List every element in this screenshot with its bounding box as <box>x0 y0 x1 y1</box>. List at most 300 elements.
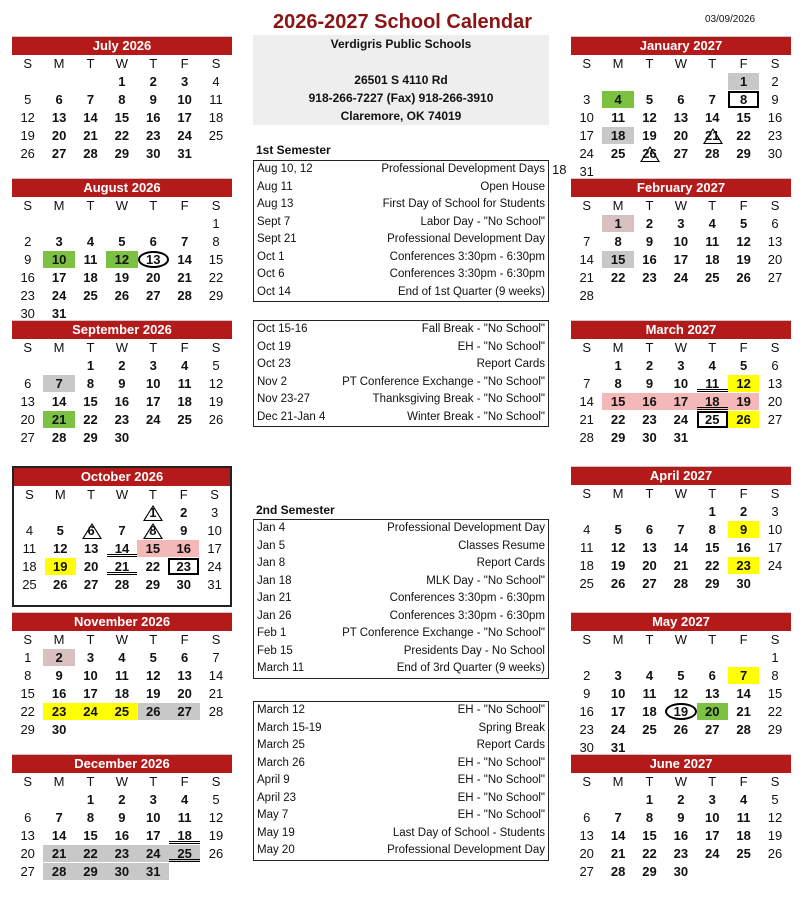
day-cell: 12 <box>106 251 137 268</box>
day-cell: 15 <box>642 827 657 843</box>
weekday-label: T <box>708 774 717 789</box>
weekday-label: F <box>739 486 748 501</box>
day-cell: 13 <box>51 109 67 125</box>
week-row <box>14 557 230 575</box>
day-cell: 11 <box>642 685 657 701</box>
event-description: PT Conference Exchange - "No School" <box>342 627 545 639</box>
day-cell: 22 <box>75 845 106 862</box>
week-row <box>12 666 232 684</box>
day-cell: 14 <box>736 685 751 701</box>
day-cell <box>665 739 696 756</box>
event-row <box>254 842 548 860</box>
day-cell: 14 <box>208 667 224 683</box>
day-cell: 9 <box>118 809 126 825</box>
day-cell: 21 <box>208 685 224 701</box>
week-row <box>571 684 791 702</box>
day-cell: 29 <box>767 721 783 737</box>
day-cell: 27 <box>169 703 200 720</box>
day-cell: 7 <box>708 91 716 107</box>
page-title: 2026-2027 School Calendar <box>272 11 532 33</box>
day-cell <box>138 429 169 446</box>
day-cell: 19 <box>45 558 76 575</box>
day-cell <box>634 739 665 756</box>
event-row <box>254 196 548 214</box>
day-cell: 24 <box>673 411 689 427</box>
day-cell <box>169 863 200 880</box>
day-cell <box>43 215 74 232</box>
week-row <box>12 790 232 808</box>
event-date: May 20 <box>257 844 295 856</box>
day-cell: 7 <box>43 375 74 392</box>
day-cell: 8 <box>137 522 168 539</box>
event-date: Dec 21-Jan 4 <box>257 410 326 423</box>
event-description: Labor Day - "No School" <box>420 215 545 228</box>
day-cell: 9 <box>728 521 759 538</box>
month-header: March 2027 <box>571 321 791 339</box>
month-calendar <box>12 466 232 607</box>
day-cell: 8 <box>645 809 654 825</box>
weekday-label: F <box>739 56 748 71</box>
weekday-label: S <box>210 487 219 502</box>
weekday-label: T <box>149 632 158 647</box>
day-cell: 1 <box>708 503 716 519</box>
day-cell: 22 <box>20 703 35 719</box>
event-description: Spring Break <box>478 721 545 734</box>
day-cell: 26 <box>208 845 224 861</box>
event-date: March 11 <box>257 662 305 674</box>
weekday-label: M <box>612 56 624 71</box>
event-date: March 25 <box>257 739 305 751</box>
event-description: Report Cards <box>476 739 545 751</box>
day-cell: 17 <box>665 393 696 410</box>
week-row <box>571 502 791 520</box>
day-cell: 2 <box>771 73 779 89</box>
day-cell: 9 <box>771 91 779 107</box>
weekday-label: F <box>739 774 748 789</box>
semester-1-heading: 1st Semester <box>256 143 331 157</box>
day-cell: 2 <box>118 791 126 807</box>
day-cell: 15 <box>767 685 783 701</box>
weekday-label: T <box>645 340 654 355</box>
day-cell: 11 <box>697 375 728 392</box>
day-cell: 31 <box>207 576 222 592</box>
day-cell: 13 <box>642 539 657 555</box>
event-row <box>254 179 548 197</box>
day-cell: 21 <box>107 558 138 575</box>
day-cell: 21 <box>177 269 192 285</box>
day-cell: 8 <box>614 233 622 249</box>
weekday-label: S <box>770 198 780 213</box>
weekday-label: F <box>179 487 188 502</box>
day-cell: 4 <box>181 791 189 807</box>
day-cell: 16 <box>736 539 751 555</box>
day-cell: 7 <box>728 667 759 684</box>
event-row <box>254 825 548 843</box>
event-date: Aug 11 <box>257 180 293 193</box>
day-cell <box>665 73 696 90</box>
month-calendar <box>571 320 791 461</box>
day-cell: 14 <box>705 109 720 125</box>
weekday-label: W <box>674 56 687 71</box>
day-cell: 7 <box>55 809 63 825</box>
weekday-label: T <box>86 774 95 789</box>
day-cell: 9 <box>180 522 188 538</box>
day-cell: 6 <box>771 215 779 231</box>
weekday-label: T <box>708 486 717 501</box>
day-cell <box>75 305 106 322</box>
week-row <box>571 72 791 90</box>
day-cell: 3 <box>181 73 189 89</box>
day-cell: 6 <box>24 809 32 825</box>
weekday-label: T <box>645 56 654 71</box>
day-cell: 24 <box>207 558 222 574</box>
day-cell <box>12 791 43 808</box>
day-cell: 23 <box>579 721 594 737</box>
day-cell: 23 <box>106 845 137 862</box>
day-cell: 10 <box>207 522 222 538</box>
weekday-label: F <box>180 632 189 647</box>
weekday-header <box>12 773 232 790</box>
day-cell: 29 <box>610 429 626 445</box>
weekday-label: S <box>211 340 221 355</box>
month-header: July 2026 <box>12 37 232 55</box>
event-row <box>254 573 548 591</box>
weekday-header <box>571 339 791 356</box>
event-description: Conferences 3:30pm - 6:30pm <box>389 250 545 263</box>
day-cell: 11 <box>22 540 37 556</box>
day-cell <box>571 649 602 666</box>
day-cell <box>571 73 602 90</box>
day-cell: 22 <box>767 703 783 719</box>
day-cell: 20 <box>20 845 35 861</box>
day-cell: 8 <box>614 375 622 391</box>
day-cell: 22 <box>736 127 751 143</box>
day-cell: 1 <box>771 649 779 665</box>
day-cell: 23 <box>43 703 74 720</box>
day-cell: 27 <box>20 863 35 879</box>
day-cell: 1 <box>212 215 220 231</box>
weekday-label: W <box>674 774 687 789</box>
week-row <box>571 392 791 410</box>
day-cell: 9 <box>677 809 685 825</box>
weekday-label: S <box>211 198 221 213</box>
day-cell: 21 <box>697 127 728 144</box>
day-cell: 4 <box>740 791 748 807</box>
day-cell: 25 <box>83 287 98 303</box>
day-cell: 18 <box>22 558 37 574</box>
day-cell <box>634 287 665 304</box>
day-cell: 23 <box>728 557 759 574</box>
day-cell: 26 <box>53 576 68 592</box>
day-cell: 19 <box>665 703 696 720</box>
day-cell: 13 <box>83 540 99 556</box>
day-cell: 22 <box>642 845 657 861</box>
day-cell: 19 <box>208 393 224 409</box>
day-cell: 31 <box>673 429 689 445</box>
day-cell <box>106 305 137 322</box>
event-description: Conferences 3:30pm - 6:30pm <box>389 268 545 280</box>
day-cell: 28 <box>579 429 594 445</box>
day-cell <box>200 721 231 738</box>
day-cell: 13 <box>767 233 783 249</box>
week-row <box>571 844 791 862</box>
event-row <box>254 702 548 720</box>
day-cell: 7 <box>583 375 591 391</box>
day-cell: 7 <box>181 233 189 249</box>
event-row <box>254 625 548 643</box>
day-cell: 6 <box>645 521 654 537</box>
event-date: Nov 2 <box>257 375 288 388</box>
day-cell: 5 <box>740 357 748 373</box>
day-cell <box>602 503 633 520</box>
day-cell: 26 <box>20 145 35 161</box>
day-cell: 18 <box>697 393 728 410</box>
event-description: End of 1st Quarter (9 weeks) <box>397 285 545 298</box>
day-cell: 13 <box>20 827 35 843</box>
weekday-label: M <box>612 198 624 213</box>
day-cell: 20 <box>146 269 161 285</box>
week-row <box>12 268 232 286</box>
month-header: September 2026 <box>12 321 232 339</box>
day-cell: 16 <box>579 703 594 719</box>
day-cell: 26 <box>728 411 759 428</box>
day-cell: 13 <box>579 827 594 843</box>
week-row <box>571 862 791 880</box>
event-row <box>254 608 548 626</box>
week-row <box>12 648 232 666</box>
week-row <box>571 374 791 392</box>
week-row <box>12 428 232 446</box>
event-row <box>254 660 548 678</box>
day-cell: 4 <box>602 91 633 108</box>
weekday-label: S <box>770 340 780 355</box>
day-cell <box>665 649 696 666</box>
weekday-label: T <box>86 632 95 647</box>
weekday-header <box>12 55 232 72</box>
week-row <box>12 720 232 738</box>
day-cell <box>76 504 107 521</box>
day-cell: 11 <box>114 667 129 683</box>
day-cell <box>759 429 790 446</box>
weekday-label: T <box>708 340 717 355</box>
event-description: Presidents Day - No School <box>403 644 545 657</box>
month-calendar <box>571 36 791 177</box>
week-row <box>12 286 232 304</box>
week-row <box>12 808 232 826</box>
weekday-label: S <box>582 198 592 213</box>
day-cell <box>43 73 74 90</box>
day-cell: 16 <box>51 685 67 701</box>
week-row <box>571 574 791 592</box>
day-cell: 20 <box>51 127 67 143</box>
day-cell: 26 <box>138 703 169 720</box>
day-cell <box>728 863 759 880</box>
day-cell: 8 <box>24 667 32 683</box>
day-cell: 12 <box>20 109 35 125</box>
day-cell: 20 <box>673 127 689 143</box>
day-cell <box>759 575 790 592</box>
week-row <box>12 392 232 410</box>
day-cell: 20 <box>579 845 594 861</box>
day-cell <box>697 863 728 880</box>
weekday-label: W <box>115 487 129 502</box>
day-cell <box>634 649 665 666</box>
day-cell: 18 <box>169 827 200 844</box>
day-cell <box>602 649 633 666</box>
day-cell: 14 <box>673 539 689 555</box>
weekday-header <box>14 486 230 503</box>
day-cell: 18 <box>579 557 594 573</box>
day-cell: 17 <box>705 827 720 843</box>
event-description: PT Conference Exchange - "No School" <box>342 375 545 388</box>
day-cell: 16 <box>146 109 161 125</box>
day-cell: 28 <box>43 863 74 880</box>
event-date: Oct 23 <box>257 358 291 370</box>
day-cell <box>75 721 106 738</box>
events-box-3 <box>253 519 549 679</box>
week-row <box>12 108 232 126</box>
event-row <box>254 231 548 249</box>
day-cell <box>634 73 665 90</box>
event-date: Feb 15 <box>257 644 293 657</box>
day-cell: 25 <box>697 411 728 428</box>
day-cell: 16 <box>767 109 783 125</box>
day-cell: 19 <box>728 393 759 410</box>
day-cell: 8 <box>771 667 779 683</box>
day-cell: 21 <box>579 411 594 427</box>
day-cell: 2 <box>149 73 157 89</box>
school-name: Verdigris Public Schools <box>330 37 472 51</box>
day-cell: 26 <box>767 845 783 861</box>
event-description: MLK Day - "No School" <box>426 574 545 587</box>
day-cell: 30 <box>106 863 137 880</box>
day-cell: 28 <box>610 863 626 879</box>
event-row <box>254 374 548 392</box>
event-row <box>254 807 548 825</box>
month-calendar <box>12 178 232 319</box>
day-cell <box>634 503 665 520</box>
weekday-label: F <box>739 340 748 355</box>
day-cell: 26 <box>673 721 689 737</box>
week-row <box>12 90 232 108</box>
day-cell: 30 <box>20 305 35 321</box>
event-row <box>254 409 548 427</box>
day-cell: 3 <box>149 791 157 807</box>
day-cell: 3 <box>614 667 622 683</box>
day-cell: 7 <box>86 91 95 107</box>
weekday-label: W <box>674 632 687 647</box>
week-row <box>12 410 232 428</box>
day-cell: 4 <box>181 357 189 373</box>
weekday-label: S <box>23 198 33 213</box>
day-cell: 7 <box>583 233 591 249</box>
day-cell: 16 <box>634 393 665 410</box>
day-cell: 9 <box>55 667 63 683</box>
day-cell <box>571 503 602 520</box>
event-row <box>254 356 548 374</box>
event-date: March 15-19 <box>257 721 322 734</box>
day-cell <box>138 721 169 738</box>
day-cell: 5 <box>56 522 64 538</box>
event-description: EH - "No School" <box>457 704 545 716</box>
day-cell: 27 <box>767 411 783 427</box>
event-description: EH - "No School" <box>457 791 545 804</box>
day-cell: 6 <box>149 233 157 249</box>
day-cell: 12 <box>146 667 161 683</box>
event-date: April 9 <box>257 774 290 786</box>
event-date: March 26 <box>257 756 305 769</box>
weekday-label: T <box>149 198 158 213</box>
weekday-label: S <box>582 632 592 647</box>
weekday-label: T <box>149 340 158 355</box>
day-cell <box>728 649 759 666</box>
day-cell: 24 <box>177 127 192 143</box>
month-calendar <box>571 178 791 319</box>
day-cell: 27 <box>83 576 99 592</box>
day-cell: 9 <box>645 375 654 391</box>
day-cell: 26 <box>634 145 665 162</box>
day-cell <box>106 721 137 738</box>
day-cell: 24 <box>610 721 626 737</box>
day-cell: 24 <box>673 269 689 285</box>
day-cell: 15 <box>736 109 751 125</box>
day-cell: 8 <box>212 233 220 249</box>
event-date: March 12 <box>257 704 305 716</box>
weekday-header <box>12 631 232 648</box>
day-cell: 3 <box>771 503 779 519</box>
day-cell: 25 <box>106 703 137 720</box>
day-cell: 5 <box>24 91 32 107</box>
day-cell: 14 <box>579 251 594 267</box>
day-cell <box>602 73 633 90</box>
day-cell: 11 <box>705 233 720 249</box>
day-cell <box>200 863 231 880</box>
weekday-label: W <box>674 340 687 355</box>
day-cell: 23 <box>146 127 161 143</box>
day-cell <box>12 215 43 232</box>
day-cell <box>697 429 728 446</box>
weekday-header <box>571 55 791 72</box>
day-cell: 28 <box>579 287 594 303</box>
event-row <box>254 339 548 357</box>
day-cell: 10 <box>673 233 689 249</box>
day-cell: 7 <box>614 809 622 825</box>
day-cell: 20 <box>20 411 35 427</box>
day-cell: 29 <box>83 429 98 445</box>
day-cell: 29 <box>75 863 106 880</box>
day-cell: 13 <box>138 251 169 268</box>
day-cell: 12 <box>642 109 657 125</box>
weekday-label: T <box>86 56 95 71</box>
event-date: Oct 19 <box>257 340 291 353</box>
weekday-label: M <box>53 198 65 213</box>
day-cell: 5 <box>118 233 126 249</box>
event-date: May 7 <box>257 809 289 821</box>
weekday-label: S <box>770 56 780 71</box>
day-cell <box>200 305 231 322</box>
week-row <box>571 826 791 844</box>
day-cell: 23 <box>20 287 35 303</box>
day-cell <box>138 215 169 232</box>
day-cell <box>665 163 696 180</box>
weekday-label: S <box>770 486 780 501</box>
day-cell: 24 <box>705 845 720 861</box>
day-cell: 18 <box>642 703 657 719</box>
day-cell: 4 <box>583 521 591 537</box>
day-cell: 7 <box>212 649 220 665</box>
day-cell <box>728 429 759 446</box>
day-cell: 1 <box>137 504 168 521</box>
